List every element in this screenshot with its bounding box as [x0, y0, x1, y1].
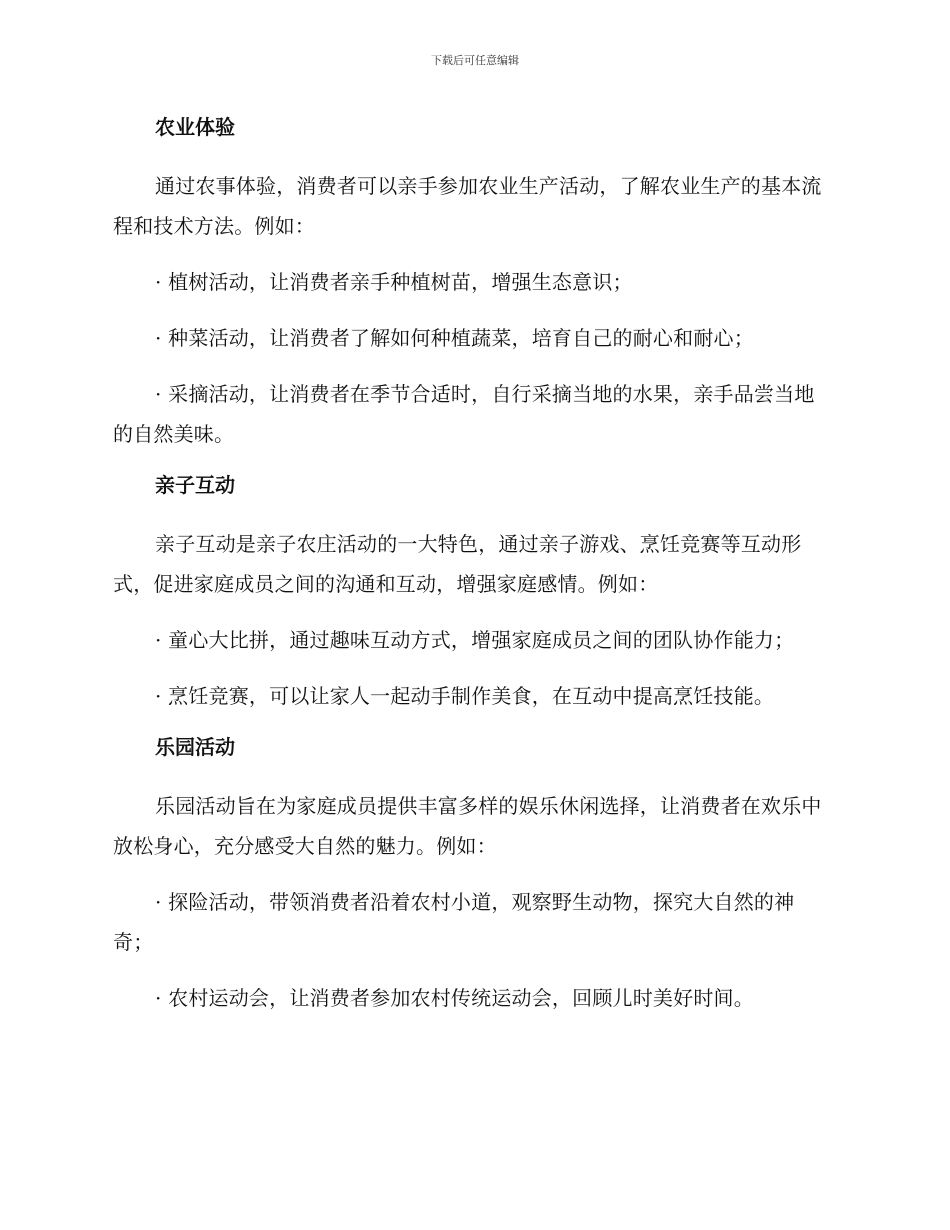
section-heading: 亲子互动: [155, 473, 235, 497]
bullet-item: · 农村运动会，让消费者参加农村传统运动会，回顾儿时美好时间。: [155, 986, 754, 1010]
bullet-item: · 烹饪竞赛，可以让家人一起动手制作美食，在互动中提高烹饪技能。: [155, 684, 775, 708]
bullet-item: · 采摘活动，让消费者在季节合适时，自行采摘当地的水果，亲手品尝当地的自然美味。: [113, 382, 815, 446]
section-park: [113, 732, 833, 1018]
section-intro: 通过农事体验，消费者可以亲手参加农业生产活动，了解农业生产的基本流程和技术方法。例如：: [113, 174, 822, 238]
document-body: [113, 112, 833, 1034]
bullet-item: · 种菜活动，让消费者了解如何种植蔬菜，培育自己的耐心和耐心；: [155, 326, 754, 350]
bullet-item: · 童心大比拼，通过趣味互动方式，增强家庭成员之间的团队协作能力；: [155, 628, 795, 652]
page-header: 下载后可任意编辑: [431, 54, 519, 67]
section-intro: 乐园活动旨在为家庭成员提供丰富多样的娱乐休闲选择，让消费者在欢乐中放松身心，充分感受大自然的魅力。例如：: [113, 794, 822, 858]
section-heading: 农业体验: [155, 115, 235, 139]
section-agriculture: [113, 112, 833, 454]
bullet-item: · 探险活动，带领消费者沿着农村小道，观察野生动物，探究大自然的神奇；: [113, 890, 795, 954]
section-parent-child: [113, 470, 833, 716]
section-intro: 亲子互动是亲子农庄活动的一大特色，通过亲子游戏、烹饪竞赛等互动形式，促进家庭成员之间的沟通和互动，增强家庭感情。例如：: [113, 532, 802, 596]
section-heading: 乐园活动: [155, 735, 235, 759]
bullet-item: · 植树活动，让消费者亲手种植树苗，增强生态意识；: [155, 270, 633, 294]
